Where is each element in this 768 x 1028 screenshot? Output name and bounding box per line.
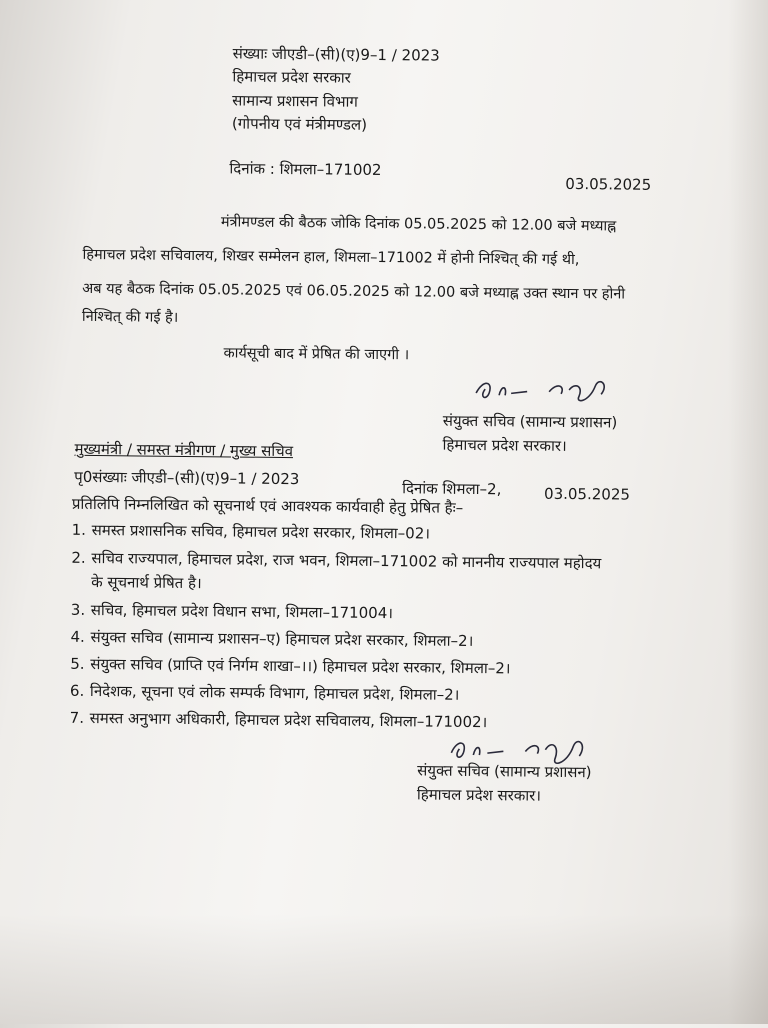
copy-item-number: 6.	[69, 681, 85, 700]
agenda-note: कार्यसूची बाद में प्रेषित की जाएगी ।	[223, 345, 410, 364]
signature-2-government: हिमाचल प्रदेश सरकार।	[416, 785, 542, 805]
copy-item: संयुक्त सचिव (प्राप्ति एवं निर्गम शाखा–।।) हिमाचल प्रदेश सरकार, शिमला–2।	[90, 654, 511, 678]
body-line-2: हिमाचल प्रदेश सचिवालय, शिखर सम्मेलन हाल, शिमला–171002 में होनी निश्चित् की गई थी,	[82, 246, 580, 269]
copy-item-number: 1.	[71, 520, 87, 539]
copy-item: समस्त प्रशासनिक सचिव, हिमाचल प्रदेश सरकार, शिमला–02।	[91, 520, 431, 543]
signature-scribble-1	[471, 371, 621, 413]
copy-item-continuation: के सूचनार्थ प्रेषित है।	[91, 572, 202, 593]
letter-date: 03.05.2025	[565, 174, 652, 194]
endorsement-place: दिनांक शिमला–2,	[402, 479, 502, 499]
copy-item-number: 2.	[71, 548, 86, 567]
endorsement-date: 03.05.2025	[543, 484, 631, 504]
government-name: हिमाचल प्रदेश सरकार	[232, 67, 351, 87]
copy-item: सचिव राज्यपाल, हिमाचल प्रदेश, राज भवन, शिमला–171002 को माननीय राज्यपाल महोदय	[91, 548, 602, 573]
body-line-3: अब यह बैठक दिनांक 05.05.2025 एवं 06.05.2025 को 12.00 बजे मध्याह्न उक्त स्थान पर होनी	[82, 280, 626, 303]
department-name: सामान्य प्रशासन विभाग	[232, 91, 358, 111]
signature-1-designation: संयुक्त सचिव (सामान्य प्रशासन)	[442, 411, 618, 432]
place-line: दिनांक : शिमला–171002	[229, 159, 382, 179]
endorsement-reference: पृ0संख्याः जीएडी–(सी)(ए)9–1 / 2023	[74, 467, 300, 489]
endorsement-intro: प्रतिलिपि निम्नलिखित को सूचनार्थ एवं आवश्यक कार्यवाही हेतु प्रेषित हैः–	[71, 494, 464, 517]
signature-1-government: हिमाचल प्रदेश सरकार।	[442, 435, 567, 455]
copy-item: निदेशक, सूचना एवं लोक सम्पर्क विभाग, हिमाचल प्रदेश, शिमला–2।	[89, 681, 460, 704]
body-line-4: निश्चित् की गई है।	[81, 308, 179, 326]
copy-item: सचिव, हिमाचल प्रदेश विधान सभा, शिमला–171004।	[90, 600, 394, 623]
page-shadow-right	[728, 0, 768, 1024]
signature-2-designation: संयुक्त सचिव (सामान्य प्रशासन)	[417, 761, 592, 782]
copy-item: समस्त अनुभाग अधिकारी, हिमाचल प्रदेश सचिवालय, शिमला–171002।	[89, 708, 488, 732]
page-shadow-bottom	[0, 914, 768, 1024]
body-line-1: मंत्रीमण्डल की बैठक जोकि दिनांक 05.05.2025 को 12.00 बजे मध्याह्न	[220, 214, 617, 235]
section-name: (गोपनीय एवं मंत्रीमण्डल)	[231, 114, 368, 134]
recipients-line: मुख्यमंत्री / समस्त मंत्रीगण / मुख्य सचिव	[74, 439, 294, 461]
copy-item-number: 5.	[70, 654, 85, 673]
copy-item-number: 4.	[70, 627, 85, 646]
copy-item: संयुक्त सचिव (सामान्य प्रशासन–ए) हिमाचल प्रदेश सरकार, शिमला–2।	[90, 627, 474, 650]
reference-number: संख्याः जीएडी–(सी)(ए)9–1 / 2023	[232, 44, 440, 65]
copy-item-number: 3.	[70, 600, 86, 619]
copy-item-number: 7.	[69, 708, 85, 727]
